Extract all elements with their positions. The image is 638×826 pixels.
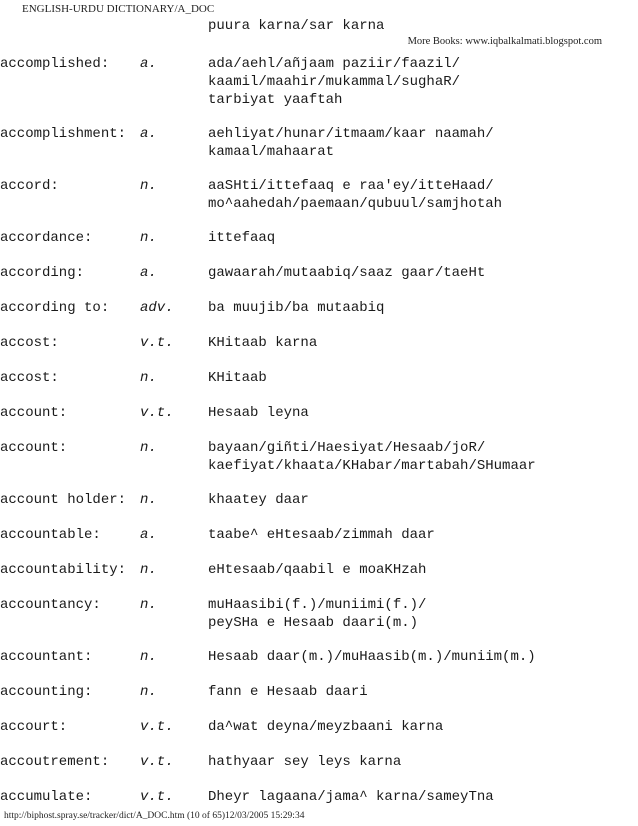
entry-part-of-speech: n. [140, 649, 157, 665]
definition-line: mo^aahedah/paemaan/qubuul/samjhotah [208, 196, 503, 212]
entry-part-of-speech: a. [140, 56, 157, 72]
entry-part-of-speech: n. [140, 492, 157, 508]
entry-part-of-speech: n. [140, 230, 157, 246]
definition-line: eHtesaab/qaabil e moaKHzah [208, 562, 427, 578]
entry-term: accordance: [0, 230, 93, 246]
definition-line: KHitaab karna [208, 335, 318, 351]
continued-definition: puura karna/sar karna [208, 18, 385, 34]
definition-line: kaamil/maahir/mukammal/sughaR/ [208, 74, 461, 90]
definition-line: aaSHti/ittefaaq e raa'ey/itteHaad/ [208, 178, 494, 194]
entry-part-of-speech: v.t. [140, 754, 174, 770]
entry-term: according to: [0, 300, 110, 316]
definition-line: ba muujib/ba mutaabiq [208, 300, 385, 316]
document-header: ENGLISH-URDU DICTIONARY/A_DOC [22, 3, 215, 15]
entry-definition [208, 718, 443, 736]
entry-definition [208, 753, 401, 771]
entry-term: account: [0, 405, 68, 421]
entry-part-of-speech: a. [140, 126, 157, 142]
page-footer-url: http://biphost.spray.se/tracker/dict/A_DOC.htm (10 of 65)12/03/2005 15:29:34 [4, 811, 305, 821]
entry-definition [208, 369, 267, 387]
entry-definition [208, 334, 317, 352]
entry-definition [208, 439, 536, 475]
entry-term: accourt: [0, 719, 68, 735]
definition-line: hathyaar sey leys karna [208, 754, 402, 770]
definition-line: peySHa e Hesaab daari(m.) [208, 615, 419, 631]
definition-line: kaefiyat/khaata/KHabar/martabah/SHumaar [208, 458, 536, 474]
entry-part-of-speech: adv. [140, 300, 174, 316]
entry-part-of-speech: v.t. [140, 789, 174, 805]
entry-term: accounting: [0, 684, 93, 700]
entry-term: accomplished: [0, 56, 110, 72]
entry-definition [208, 264, 485, 282]
definition-line: da^wat deyna/meyzbaani karna [208, 719, 444, 735]
entry-part-of-speech: n. [140, 178, 157, 194]
entry-definition [208, 683, 368, 701]
definition-line: aehliyat/hunar/itmaam/kaar naamah/ [208, 126, 494, 142]
entry-definition [208, 404, 309, 422]
definition-line: bayaan/giñti/Haesiyat/Hesaab/joR/ [208, 440, 486, 456]
definition-line: Hesaab daar(m.)/muHaasib(m.)/muniim(m.) [208, 649, 536, 665]
entry-definition [208, 229, 275, 247]
definition-line: gawaarah/mutaabiq/saaz gaar/taeHt [208, 265, 486, 281]
entry-term: accost: [0, 335, 59, 351]
definition-line: ada/aehl/añjaam paziir/faazil/ [208, 56, 461, 72]
entry-definition [208, 125, 494, 161]
entry-term: accountability: [0, 562, 127, 578]
definition-line: kamaal/mahaarat [208, 144, 335, 160]
definition-line: ittefaaq [208, 230, 276, 246]
entry-part-of-speech: v.t. [140, 335, 174, 351]
entry-part-of-speech: n. [140, 562, 157, 578]
entry-term: according: [0, 265, 85, 281]
entry-term: accomplishment: [0, 126, 127, 142]
entry-term: accumulate: [0, 789, 93, 805]
entry-definition [208, 561, 426, 579]
entry-term: accoutrement: [0, 754, 110, 770]
entry-definition [208, 299, 384, 317]
entry-part-of-speech: v.t. [140, 719, 174, 735]
entry-part-of-speech: a. [140, 265, 157, 281]
definition-line: fann e Hesaab daari [208, 684, 368, 700]
entry-definition [208, 526, 435, 544]
entry-definition [208, 491, 309, 509]
entry-definition [208, 788, 494, 806]
entry-part-of-speech: v.t. [140, 405, 174, 421]
entry-part-of-speech: n. [140, 370, 157, 386]
entry-term: accountable: [0, 527, 101, 543]
entry-part-of-speech: n. [140, 597, 157, 613]
definition-line: Dheyr lagaana/jama^ karna/sameyTna [208, 789, 494, 805]
entry-term: account: [0, 440, 68, 456]
definition-line: KHitaab [208, 370, 267, 386]
entry-part-of-speech: n. [140, 684, 157, 700]
definition-line: muHaasibi(f.)/muniimi(f.)/ [208, 597, 427, 613]
entry-definition [208, 648, 536, 666]
definition-line: Hesaab leyna [208, 405, 309, 421]
definition-line: tarbiyat yaaftah [208, 92, 343, 108]
entry-term: accountancy: [0, 597, 101, 613]
entry-part-of-speech: n. [140, 440, 157, 456]
entry-definition [208, 596, 426, 632]
entry-definition [208, 177, 502, 213]
definition-line: taabe^ eHtesaab/zimmah daar [208, 527, 435, 543]
entry-term: accord: [0, 178, 59, 194]
more-books-link[interactable]: More Books: www.iqbalkalmati.blogspot.com [407, 36, 602, 47]
entry-term: accountant: [0, 649, 93, 665]
entry-part-of-speech: a. [140, 527, 157, 543]
entry-definition [208, 55, 460, 109]
definition-line: khaatey daar [208, 492, 309, 508]
entry-term: account holder: [0, 492, 127, 508]
entry-term: accost: [0, 370, 59, 386]
